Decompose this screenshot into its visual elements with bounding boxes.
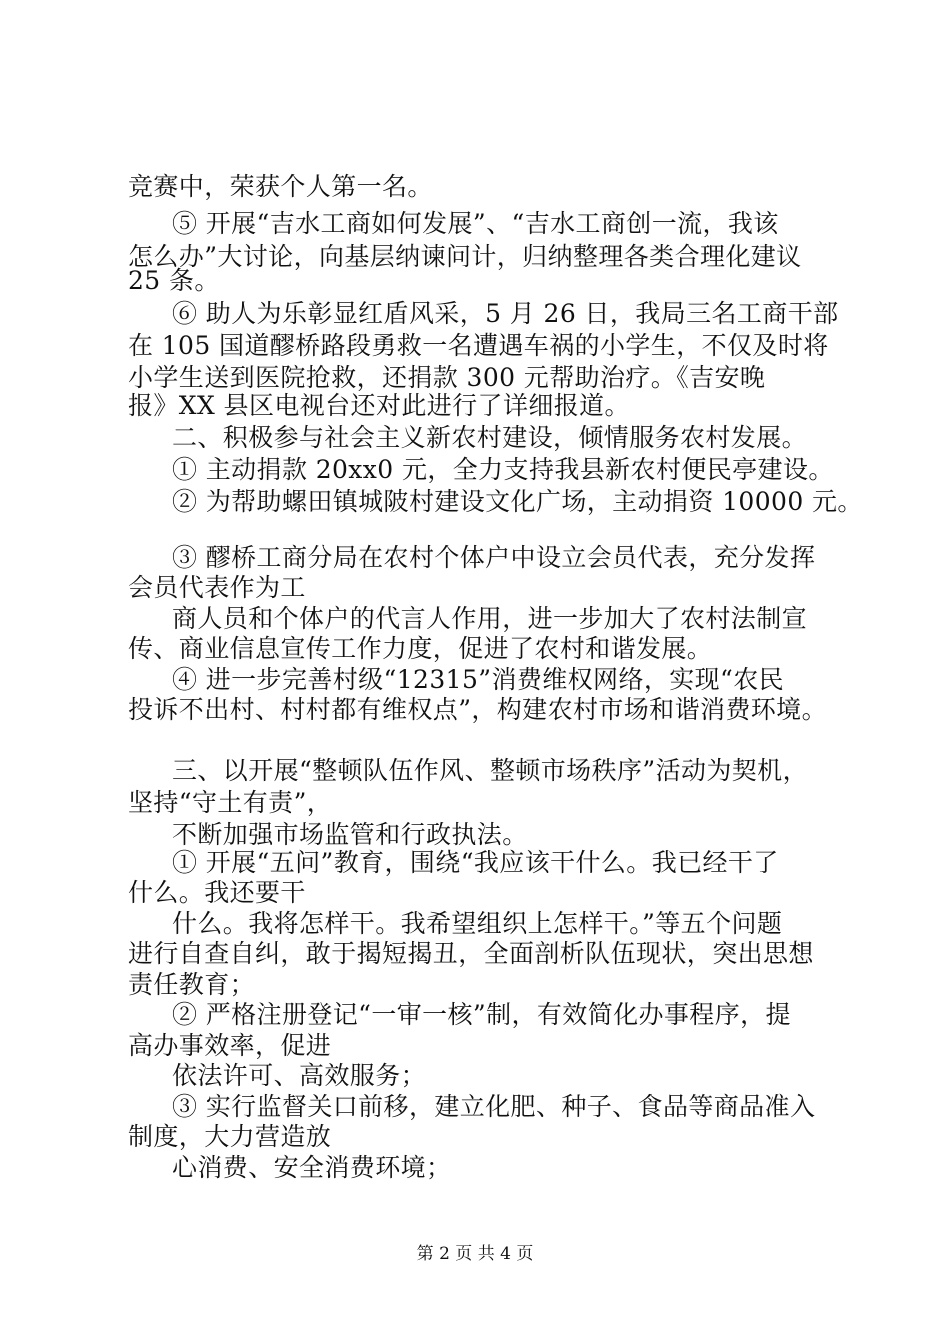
text-line: 依法许可、高效服务；	[172, 1061, 427, 1090]
text-line: ① 主动捐款 20xx0 元，全力支持我县新农村便民亭建设。	[172, 455, 834, 484]
text-line: 心消费、安全消费环境；	[172, 1153, 452, 1182]
text-line: 进行自查自纠，敢于揭短揭丑，全面剖析队伍现状，突出思想	[128, 939, 814, 968]
text-line: 三、以开展“整顿队伍作风、整顿市场秩序”活动为契机，	[172, 756, 808, 785]
text-line: 什么。我将怎样干。我希望组织上怎样干。”等五个问题	[172, 909, 783, 938]
text-line: 在 105 国道醪桥路段勇救一名遭遇车祸的小学生，不仅及时将	[128, 331, 829, 360]
page-number-footer: 第 2 页 共 4 页	[416, 1244, 534, 1264]
text-line: 小学生送到医院抢救，还捐款 300 元帮助治疗。《吉安晚	[128, 363, 766, 392]
text-line: ② 严格注册登记“一审一核”制，有效简化办事程序，提	[172, 1000, 791, 1029]
text-line: 传、商业信息宣传工作力度，促进了农村和谐发展。	[128, 634, 713, 663]
text-line: 25 条。	[128, 266, 220, 295]
text-line: ③ 实行监督关口前移，建立化肥、种子、食品等商品准入	[172, 1092, 816, 1121]
text-line: ④ 进一步完善村级“12315”消费维权网络，实现“农民	[172, 665, 785, 694]
text-line: 投诉不出村、村村都有维权点”，构建农村市场和谐消费环境。	[128, 695, 827, 724]
text-line: ② 为帮助螺田镇城陂村建设文化广场，主动捐资 10000 元。	[172, 487, 863, 516]
text-line: ③ 醪桥工商分局在农村个体户中设立会员代表，充分发挥	[172, 543, 816, 572]
text-line: 怎么办”大讨论，向基层纳谏问计，归纳整理各类合理化建议	[128, 242, 802, 271]
text-line: 高办事效率，促进	[128, 1031, 332, 1060]
text-line: 报》XX 县区电视台还对此进行了详细报道。	[128, 391, 630, 420]
text-line: 竞赛中，荣获个人第一名。	[128, 172, 433, 201]
text-line: 二、积极参与社会主义新农村建设，倾情服务农村发展。	[172, 423, 808, 452]
text-line: 什么。我还要干	[128, 878, 306, 907]
text-line: 制度，大力营造放	[128, 1122, 332, 1151]
text-line: ⑤ 开展“吉水工商如何发展”、“吉水工商创一流，我该	[172, 209, 779, 238]
text-line: 商人员和个体户的代言人作用，进一步加大了农村法制宣	[172, 604, 808, 633]
text-line: 会员代表作为工	[128, 573, 306, 602]
text-line: 责任教育；	[128, 970, 256, 999]
text-line: 不断加强市场监管和行政执法。	[172, 820, 528, 849]
text-line: ① 开展“五问”教育，围绕“我应该干什么。我已经干了	[172, 848, 779, 877]
text-line: ⑥ 助人为乐彰显红盾风采，5 月 26 日，我局三名工商干部	[172, 299, 839, 328]
text-line: 坚持“守土有责”，	[128, 788, 333, 817]
